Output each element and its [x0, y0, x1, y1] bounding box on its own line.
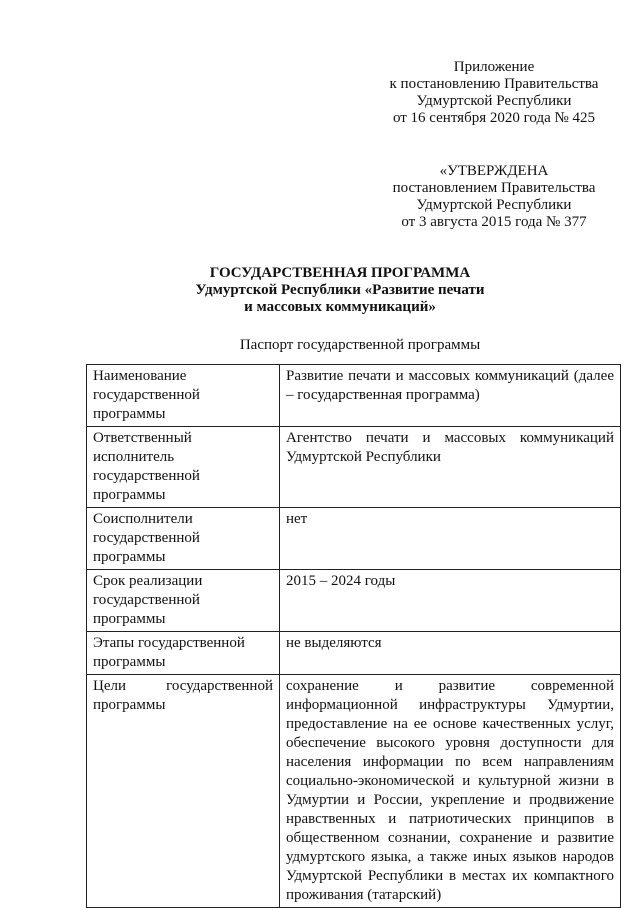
appendix-header — [378, 59, 610, 127]
passport-table — [86, 364, 621, 908]
row-label: Цели государственной программы — [87, 675, 280, 908]
table-row — [87, 632, 621, 675]
row-value: 2015 – 2024 годы — [280, 570, 621, 632]
program-title — [150, 265, 530, 316]
passport-title: Паспорт государственной программы — [239, 337, 481, 353]
row-label: Соисполнители государственной программы — [87, 508, 280, 570]
row-value: Развитие печати и массовых коммуникаций (далее – государственная программа) — [280, 365, 621, 427]
table-row — [87, 427, 621, 508]
table-row — [87, 570, 621, 632]
row-label: Срок реализации государственной программы — [87, 570, 280, 632]
row-label: Этапы государственной программы — [87, 632, 280, 675]
program-title-line: Удмуртской Республики «Развитие печати — [195, 282, 485, 298]
approved-line: постановлением Правительства — [392, 180, 596, 196]
approved-line: «УТВЕРЖДЕНА — [439, 163, 549, 179]
appendix-line: Удмуртской Республики — [416, 93, 572, 109]
table-row — [87, 365, 621, 427]
row-value: не выделяются — [280, 632, 621, 675]
appendix-line: от 16 сентября 2020 года № 425 — [392, 110, 596, 126]
row-value: сохранение и развитие современной информационной инфраструктуры Удмуртии, предоставление на ее основе качественных услуг, обеспечение высокого уровня доступности для населения информации по всем направлениям социально-экономической и культурной жизни в Удмуртии и России, укрепление и продвижение нравственных и патриотических принципов в общественном сознании, сохранение и развитие удмуртского языка, а также иных языков народов Удмуртской Республики в местах их компактного проживания (татарский) — [280, 675, 621, 908]
program-title-line: ГОСУДАРСТВЕННАЯ ПРОГРАММА — [209, 265, 471, 281]
appendix-line: Приложение — [453, 59, 535, 75]
approved-line: Удмуртской Республики — [416, 197, 572, 213]
appendix-line: к постановлению Правительства — [389, 76, 599, 92]
row-value: Агентство печати и массовых коммуникаций Удмуртской Республики — [280, 427, 621, 508]
row-label: Наименование государственной программы — [87, 365, 280, 427]
table-row — [87, 675, 621, 908]
row-value: нет — [280, 508, 621, 570]
row-label: Ответственный исполнитель государственной программы — [87, 427, 280, 508]
program-title-line: и массовых коммуникаций» — [244, 299, 436, 315]
approved-line: от 3 августа 2015 года № 377 — [401, 214, 587, 230]
approved-header — [378, 163, 610, 231]
table-row — [87, 508, 621, 570]
